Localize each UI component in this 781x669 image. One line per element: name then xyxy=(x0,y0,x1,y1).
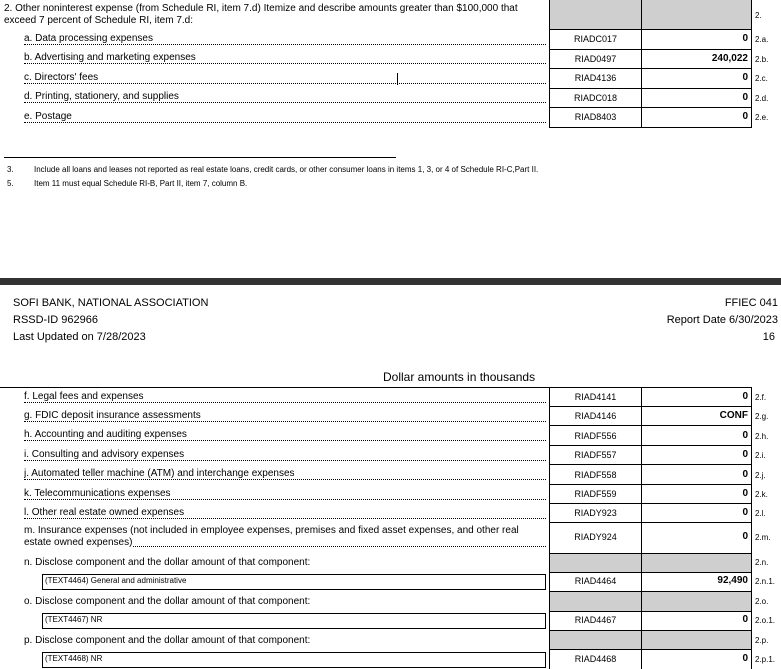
row-label: e. Postage xyxy=(24,111,72,122)
row-label: l. Other real estate owned expenses xyxy=(24,507,185,518)
mdrm-code: RIADC017 xyxy=(573,34,618,44)
amount-value: 0 xyxy=(742,449,748,460)
footnote-number: 5. xyxy=(7,179,14,188)
amount-value: 0 xyxy=(742,430,748,441)
amount-value: 0 xyxy=(742,531,748,542)
mdrm-code: RIAD4467 xyxy=(574,615,617,625)
row-label: b. Advertising and marketing expenses xyxy=(24,52,196,63)
mdrm-code: RIADF557 xyxy=(574,450,617,460)
component-label: o. Disclose component and the dollar amount of that component: xyxy=(24,596,311,607)
amount-value: 240,022 xyxy=(711,53,748,64)
mdrm-code: RIADF556 xyxy=(574,431,617,441)
item-number: 2.e. xyxy=(755,113,769,122)
amount-value: 0 xyxy=(742,507,748,518)
mdrm-code: RIADF558 xyxy=(574,470,617,480)
text-cursor xyxy=(397,73,398,85)
amount-value: 0 xyxy=(742,111,748,122)
heading-shade-code xyxy=(550,0,641,29)
item-number: 2.m. xyxy=(755,533,771,542)
item-number: 2.h. xyxy=(755,432,769,441)
sub-item-number: 2.o.1. xyxy=(755,616,776,625)
mdrm-code: RIADC018 xyxy=(573,93,618,103)
footnote-number: 3. xyxy=(7,165,14,174)
component-text-field[interactable]: (TEXT4464) General and administrative xyxy=(42,574,546,590)
footnote-text: Item 11 must equal Schedule RI-B, Part II, item 7, column B. xyxy=(34,179,248,188)
report-date: Report Date 6/30/2023 xyxy=(666,314,778,326)
item-number: 2.f. xyxy=(755,393,767,402)
amount-value: CONF xyxy=(719,410,748,421)
item-number: 2.j. xyxy=(755,471,766,480)
mdrm-code: RIADY923 xyxy=(574,508,617,518)
amount-value: 0 xyxy=(742,391,748,402)
rssd-id: RSSD-ID 962966 xyxy=(13,314,98,326)
heading-shade-value xyxy=(642,0,751,29)
sub-item-number: 2.p.1. xyxy=(755,655,776,664)
page-break-bar xyxy=(0,278,781,285)
mdrm-code: RIAD4468 xyxy=(574,654,617,664)
item-number: 2.b. xyxy=(755,55,769,64)
component-label: p. Disclose component and the dollar amount of that component: xyxy=(24,635,311,646)
amount-value: 0 xyxy=(742,653,748,664)
heading-line-1: 2. Other noninterest expense (from Schedule RI, item 7.d) Itemize and describe amounts greater than $100,000 that xyxy=(4,3,518,14)
amount-value: 0 xyxy=(742,469,748,480)
footnote-text: Include all loans and leases not reported as real estate loans, credit cards, or other consumer loans in items 1, 3, or 4 of Schedule RI-C,Part II. xyxy=(34,165,539,174)
row-label: h. Accounting and auditing expenses xyxy=(24,429,187,440)
page-number: 16 xyxy=(762,331,775,343)
mdrm-code: RIAD4146 xyxy=(574,411,617,421)
footnote-rule xyxy=(4,157,396,158)
row-label: d. Printing, stationery, and supplies xyxy=(24,91,179,102)
row-label: i. Consulting and advisory expenses xyxy=(24,449,185,460)
row-label-line-2: estate owned expenses) xyxy=(24,537,133,548)
heading-line-2: exceed 7 percent of Schedule RI, item 7.d: xyxy=(4,15,193,26)
item-number: 2. xyxy=(755,11,762,20)
row-label-line-1: m. Insurance expenses (not included in employee expenses, premises and fixed asset expenses, and other real xyxy=(24,525,519,536)
component-label: n. Disclose component and the dollar amount of that component: xyxy=(24,557,311,568)
amount-value: 0 xyxy=(742,72,748,83)
component-text-field[interactable]: (TEXT4468) NR xyxy=(42,652,546,668)
mdrm-code: RIADF559 xyxy=(574,489,617,499)
row-label: f. Legal fees and expenses xyxy=(24,391,144,402)
mdrm-code: RIADY924 xyxy=(574,532,617,542)
item-number: 2.p. xyxy=(755,636,769,645)
bank-name: SOFI BANK, NATIONAL ASSOCIATION xyxy=(13,297,209,309)
row-label: c. Directors' fees xyxy=(24,72,99,83)
amount-value: 0 xyxy=(742,33,748,44)
table-top-rule xyxy=(0,387,549,388)
component-text-field[interactable]: (TEXT4467) NR xyxy=(42,613,546,629)
amount-value: 0 xyxy=(742,614,748,625)
item-number: 2.g. xyxy=(755,412,769,421)
item-number: 2.k. xyxy=(755,490,768,499)
item-number: 2.l. xyxy=(755,509,766,518)
item-number: 2.c. xyxy=(755,74,768,83)
mdrm-code: RIAD8403 xyxy=(574,112,617,122)
amount-value: 0 xyxy=(742,92,748,103)
sub-item-number: 2.n.1. xyxy=(755,577,776,586)
item-number: 2.d. xyxy=(755,94,769,103)
units-caption: Dollar amounts in thousands xyxy=(383,370,536,384)
amount-value: 0 xyxy=(742,488,748,499)
last-updated: Last Updated on 7/28/2023 xyxy=(13,331,146,343)
item-number: 2.i. xyxy=(755,451,766,460)
mdrm-code: RIAD0497 xyxy=(574,54,617,64)
amount-value: 92,490 xyxy=(717,575,748,586)
form-number: FFIEC 041 xyxy=(724,297,778,309)
mdrm-code: RIAD4136 xyxy=(574,73,617,83)
row-label: g. FDIC deposit insurance assessments xyxy=(24,410,201,421)
row-label: a. Data processing expenses xyxy=(24,33,153,44)
row-label: k. Telecommunications expenses xyxy=(24,488,171,499)
mdrm-code: RIAD4464 xyxy=(574,576,617,586)
item-number: 2.n. xyxy=(755,558,769,567)
item-number: 2.a. xyxy=(755,35,769,44)
mdrm-code: RIAD4141 xyxy=(574,392,617,402)
row-label: j. Automated teller machine (ATM) and interchange expenses xyxy=(24,468,295,479)
item-number: 2.o. xyxy=(755,597,769,606)
